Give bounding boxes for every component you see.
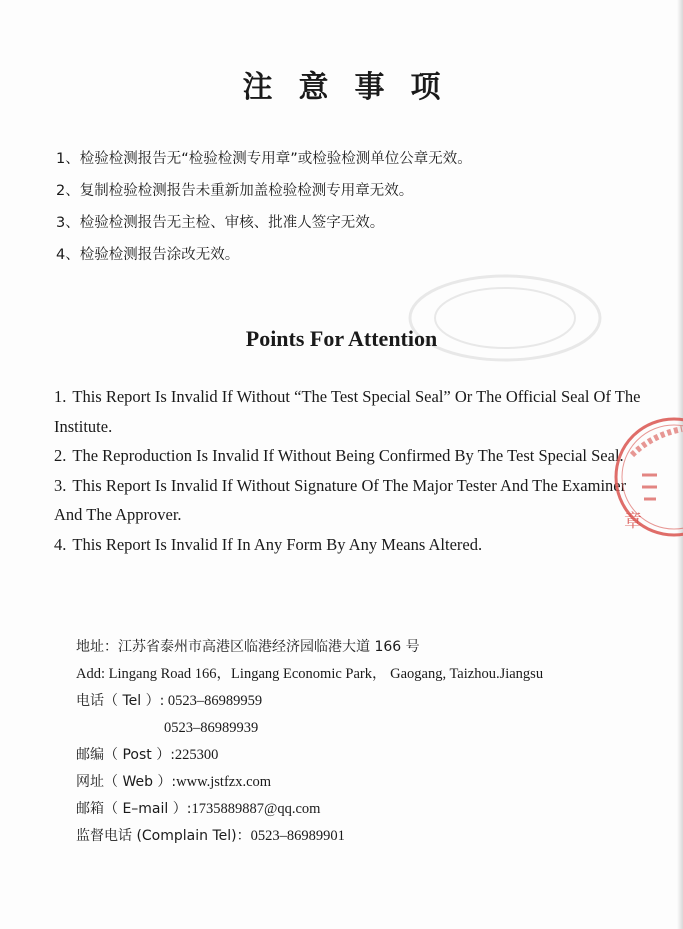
address-cn-value: 江苏省泰州市高港区临港经济园临港大道 166 号 [118, 639, 420, 655]
chinese-title: 注意事项 [242, 70, 467, 105]
english-notice-item [54, 382, 649, 441]
tel-value-2: 0523–86989939 [164, 720, 259, 736]
email-value: 1735889887@qq.com [191, 801, 321, 817]
item-number: 4. [54, 534, 67, 554]
complain-label: 监督电话 (Complain Tel)： [76, 828, 251, 844]
address-cn-row [76, 634, 543, 661]
tel-value-1: 0523–86989959 [167, 693, 263, 709]
item-number: 1. [54, 387, 67, 406]
tel-label: 电话（ Tel ）: [76, 693, 165, 709]
item-number: 2. [54, 446, 67, 465]
address-en-value: Lingang Road 166，Lingang Economic Park， Gaogang, Taizhou.Jiangsu [108, 666, 544, 682]
chinese-notice-list [56, 146, 472, 274]
post-row [76, 742, 543, 769]
web-row [76, 769, 543, 796]
item-text: The Reproduction Is Invalid If Without Being Confirmed By The Test Special Seal. [72, 446, 624, 465]
official-seal-stamp [612, 415, 683, 545]
complain-row [76, 823, 543, 850]
web-label: 网址（ Web ）: [76, 774, 177, 790]
item-text: This Report Is Invalid If Without Signature Of The Major Tester And The Examiner And The Approver. [54, 475, 627, 524]
complain-value: 0523–86989901 [250, 828, 345, 844]
email-row [76, 796, 543, 823]
english-notice-item [54, 530, 649, 560]
address-cn-label: 地址： [76, 639, 118, 655]
english-notice-item [54, 441, 649, 471]
item-number: 3. [54, 475, 67, 495]
chinese-notice-item: 1、检验检测报告无“检验检测专用章”或检验检测单位公章无效。 [56, 151, 472, 167]
chinese-notice-item: 4、检验检测报告涂改无效。 [56, 247, 240, 263]
item-text: This Report Is Invalid If In Any Form By Any Means Altered. [72, 534, 483, 554]
item-text: This Report Is Invalid If Without “The Test Special Seal” Or The Official Seal Of The Institute. [54, 387, 641, 436]
faint-watermark [400, 268, 610, 368]
address-en-row [76, 661, 543, 688]
english-notice-item [54, 471, 649, 530]
tel-row [76, 688, 543, 715]
english-notice-list [54, 382, 649, 559]
chinese-notice-item: 2、复制检验检测报告未重新加盖检验检测专用章无效。 [56, 183, 414, 199]
tel-row-2 [76, 715, 543, 742]
post-label: 邮编（ Post ）: [76, 747, 175, 763]
english-title: Points For Attention [245, 326, 438, 351]
contact-block [76, 634, 543, 850]
post-value: 225300 [174, 747, 219, 763]
email-label: 邮箱（ E–mail ）: [76, 801, 192, 817]
address-en-label: Add: [76, 666, 105, 682]
seal-character: 章 [624, 511, 642, 532]
chinese-notice-item: 3、检验检测报告无主检、审核、批准人签字无效。 [56, 215, 385, 231]
web-value: www.jstfzx.com [176, 774, 272, 790]
